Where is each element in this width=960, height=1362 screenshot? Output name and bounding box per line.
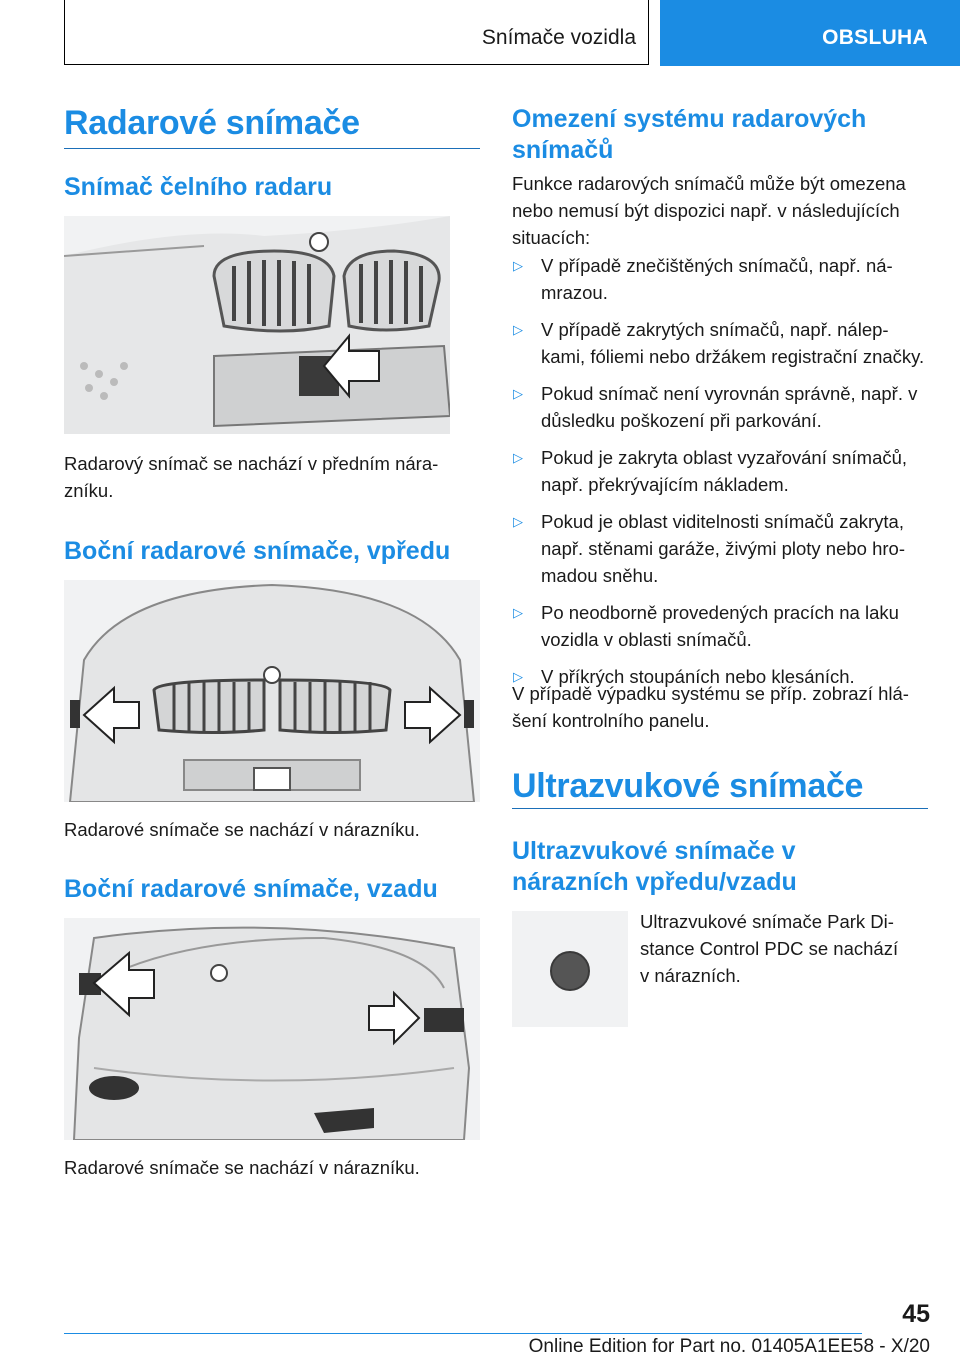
ultrasonic-sensor-image: [512, 911, 628, 1027]
list-item: ▷ Pokud je zakryta oblast vyzařování snímačů, např. překrývajícím nákladem.: [512, 444, 927, 498]
triangle-bullet-icon: ▷: [513, 605, 523, 620]
list-item: ▷ V příkrých stoupáních nebo klesáních.: [512, 663, 927, 690]
header-chapter-tab[interactable]: OBSLUHA: [660, 0, 960, 66]
limits-outro: V případě výpadku systému se příp. zobrazí hlá‐ šení kontrolního panelu.: [512, 683, 909, 731]
triangle-bullet-icon: ▷: [513, 322, 523, 337]
limits-intro: Funkce radarových snímačů může být omezena nebo nemusí být dispozici např. v následujících situacích:: [512, 173, 906, 248]
front-radar-image: [64, 216, 450, 434]
front-radar-heading: Snímač čelního radaru: [64, 173, 333, 201]
list-item: ▷ Pokud je oblast viditelnosti snímačů zakryta, např. stěnami garáže, živými ploty nebo hro‐ madou sněhu.: [512, 508, 927, 589]
triangle-bullet-icon: ▷: [513, 669, 523, 684]
side-rear-caption: Radarové snímače se nachází v nárazníku.: [64, 1157, 420, 1178]
side-front-heading: Boční radarové snímače, vpředu: [64, 537, 451, 565]
triangle-bullet-icon: ▷: [513, 450, 523, 465]
ultrasonic-text: Ultrazvukové snímače Park Di‐ stance Control PDC se nachází v nárazních.: [640, 911, 899, 986]
page-number: 45: [902, 1300, 930, 1328]
header-divider-bottom: [64, 64, 648, 65]
front-radar-caption: Radarový snímač se nachází v předním nára‐ zníku.: [64, 453, 439, 501]
list-item: ▷ V případě zakrytých snímačů, např. nálep‐ kami, fóliemi nebo držákem registrační značky.: [512, 316, 927, 370]
footer-rule: [64, 1333, 862, 1334]
ultrasonic-subheading: Ultrazvukové snímače v nárazních vpředu/vzadu: [512, 837, 797, 896]
header-divider-right: [648, 0, 649, 65]
side-front-caption: Radarové snímače se nachází v nárazníku.: [64, 819, 420, 840]
ultrasonic-title: Ultrazvukové snímače: [512, 767, 864, 805]
limits-heading: Omezení systému radarových snímačů: [512, 105, 867, 164]
header-divider-left: [64, 0, 65, 64]
side-front-image: [64, 580, 480, 802]
page-title: Radarové snímače: [64, 104, 360, 142]
footer-edition: Online Edition for Part no. 01405A1EE58 - X/20: [528, 1336, 930, 1357]
list-item: ▷ Pokud snímač není vyrovnán správně, např. v důsledku poškození při parkování.: [512, 380, 927, 434]
header-section-title: Snímače vozidla: [481, 26, 636, 49]
side-rear-image: [64, 918, 480, 1140]
limits-list: [512, 252, 927, 700]
triangle-bullet-icon: ▷: [513, 258, 523, 273]
list-item: ▷ V případě znečištěných snímačů, např. ná‐ mrazou.: [512, 252, 927, 306]
side-rear-heading: Boční radarové snímače, vzadu: [64, 875, 438, 903]
ultrasonic-rule: [512, 808, 928, 809]
triangle-bullet-icon: ▷: [513, 386, 523, 401]
triangle-bullet-icon: ▷: [513, 514, 523, 529]
title-rule: [64, 148, 480, 149]
list-item: ▷ Po neodborně provedených pracích na laku vozidla v oblasti snímačů.: [512, 599, 927, 653]
